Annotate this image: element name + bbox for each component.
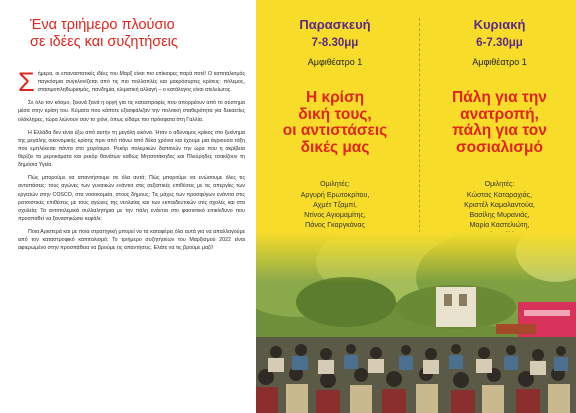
title-line-1: Ένα τριήμερο πλούσιο: [30, 17, 175, 33]
paragraph-2: Σε όλο τον κόσμο, ξεκινά ξανά η οργή για τις καταστροφές που απορρέουν από το σύστημα μέσα στην κρίση του. Κύματα που κάποτε εξασφάλιζαν την πολιτική σταθερότητα για δεκαετίες ολόκληρες, τώρα λιώνουν σαν το χιόνι, όπως είδαμε πιο πρόσφατα στη Γαλλία.: [18, 100, 245, 123]
page-title: [30, 17, 250, 51]
paragraph-1: Σήμερα, οι επαναστατικές ιδέες του Μαρξ είναι πιο επίκαιρες παρά ποτέ! Ο καπιταλισμός παγκόσμια συγκλονίζεται από τις πιο πολλαπλές και μακρόσυρτες κρίσεις: πόλεμος, στασιμοπληθωρισμός, πανδημία, κλιματική αλλαγή – ο κατάλογος είναι ατελείωτος.: [18, 67, 245, 97]
event-venue: Αμφιθέατρο 1: [307, 57, 363, 67]
column-divider: [419, 18, 420, 258]
paragraph-4: Πώς μπορούμε να απαντήσουμε σε όλα αυτά; Πώς μπορούμε να ενώσουμε όλες τις αντιστάσεις: τους αγώνες των γυναικών ενάντια στις σεξιστικές επιθέσεις με τις απεργίες των εργατών στην COSCO, στα νοσοκομεία, στους δήμους; Τις μάχες των προσφύγων ενάντια στις ρατσιστικές επιθέσεις με τους αγώνες της νεολαίας και των εκπαιδευτικών στις σχολές και στα σχολεία; Τα αντιπολεμικά συλλαλητήρια με την πάλη ενάντια στο φασιστικό επικίνδυνο που προσπαθεί να ξανασηκώσει κεφάλι;: [18, 175, 245, 222]
intro-column: [0, 0, 256, 413]
speaker: Κώστας Καταραχιάς,: [466, 191, 533, 199]
drop-cap: Σ: [18, 67, 35, 97]
speaker: Ντίνος Αγιομαμίτης,: [304, 210, 366, 219]
event-day: Παρασκευή: [299, 17, 371, 32]
speaker: Αργυρή Ερωτοκρίτου,: [300, 191, 370, 199]
crowd-photo: [256, 232, 576, 413]
event-sunday: [425, 0, 574, 260]
speaker: Βασίλης Μυρανιάς,: [469, 210, 530, 219]
paragraph-3: Η Ελλάδα δεν είναι έξω από αυτήν τη μεγάλη εικόνα. Ήταν ο αδύναμος κρίκος στο ξεκίνημα της μεγάλης οικονομικής κρίσης πριν από πάνω από δέκα χρόνια και έχουμε μια άγριουσα τάξη που εμπλέκεται πάντα στο χειρότερο. Ρεκόρ πολεμικών δαπανών την ώρα που η ακρίβεια θερίζει τα μεροκάματα και ρεκόρ θανάτων καθώς Μητσοτάκηδες και Πλεύρηδες τσακίζουν τη δημόσια Υγεία.: [18, 129, 245, 169]
event-friday: [260, 0, 410, 260]
title-line-2: σε ιδέες και συζητήσεις: [30, 34, 178, 50]
speaker: Κριστέλ Καμαλαντούα,: [464, 200, 535, 209]
speakers-heading: Ομιλητές:: [484, 181, 515, 188]
crowd-photo-art: [256, 232, 576, 413]
event-time: 6-7.30μμ: [476, 37, 523, 49]
speaker: Αχμέτ Τζαμπί,: [313, 200, 357, 209]
paragraph-5: Ποια Αριστερά και με ποια στρατηγική μπορεί να τα καταφέρει όλα αυτά για να απαλλαγούμε από τον καταστροφικό καπιταλισμό; Το τριήμερο συζητήσεων του Μαρξισμού 2022 είναι αφιερωμένο στην προσπάθεια να βρούμε τις απαντήσεις. Ελάτε να τις βρούμε μαζί!: [18, 228, 245, 252]
speaker: Πάνος Γκαργκάνας: [305, 220, 365, 229]
speaker: Μαρία Καστελιώτη,: [469, 220, 530, 229]
event-venue: Αμφιθέατρο 1: [472, 57, 527, 67]
intro-text: [18, 67, 245, 257]
event-time: 7-8.30μμ: [311, 37, 359, 49]
event-title: Η κρίση δική τους, οι αντιστάσεις δικές μας: [282, 89, 388, 156]
event-title: Πάλη για την ανατροπή, πάλη για τον σοσιαλισμό: [452, 89, 547, 156]
speakers-heading: Ομιλητές:: [320, 181, 350, 188]
speakers-list: [260, 191, 410, 231]
event-day: Κυριακή: [473, 17, 526, 32]
